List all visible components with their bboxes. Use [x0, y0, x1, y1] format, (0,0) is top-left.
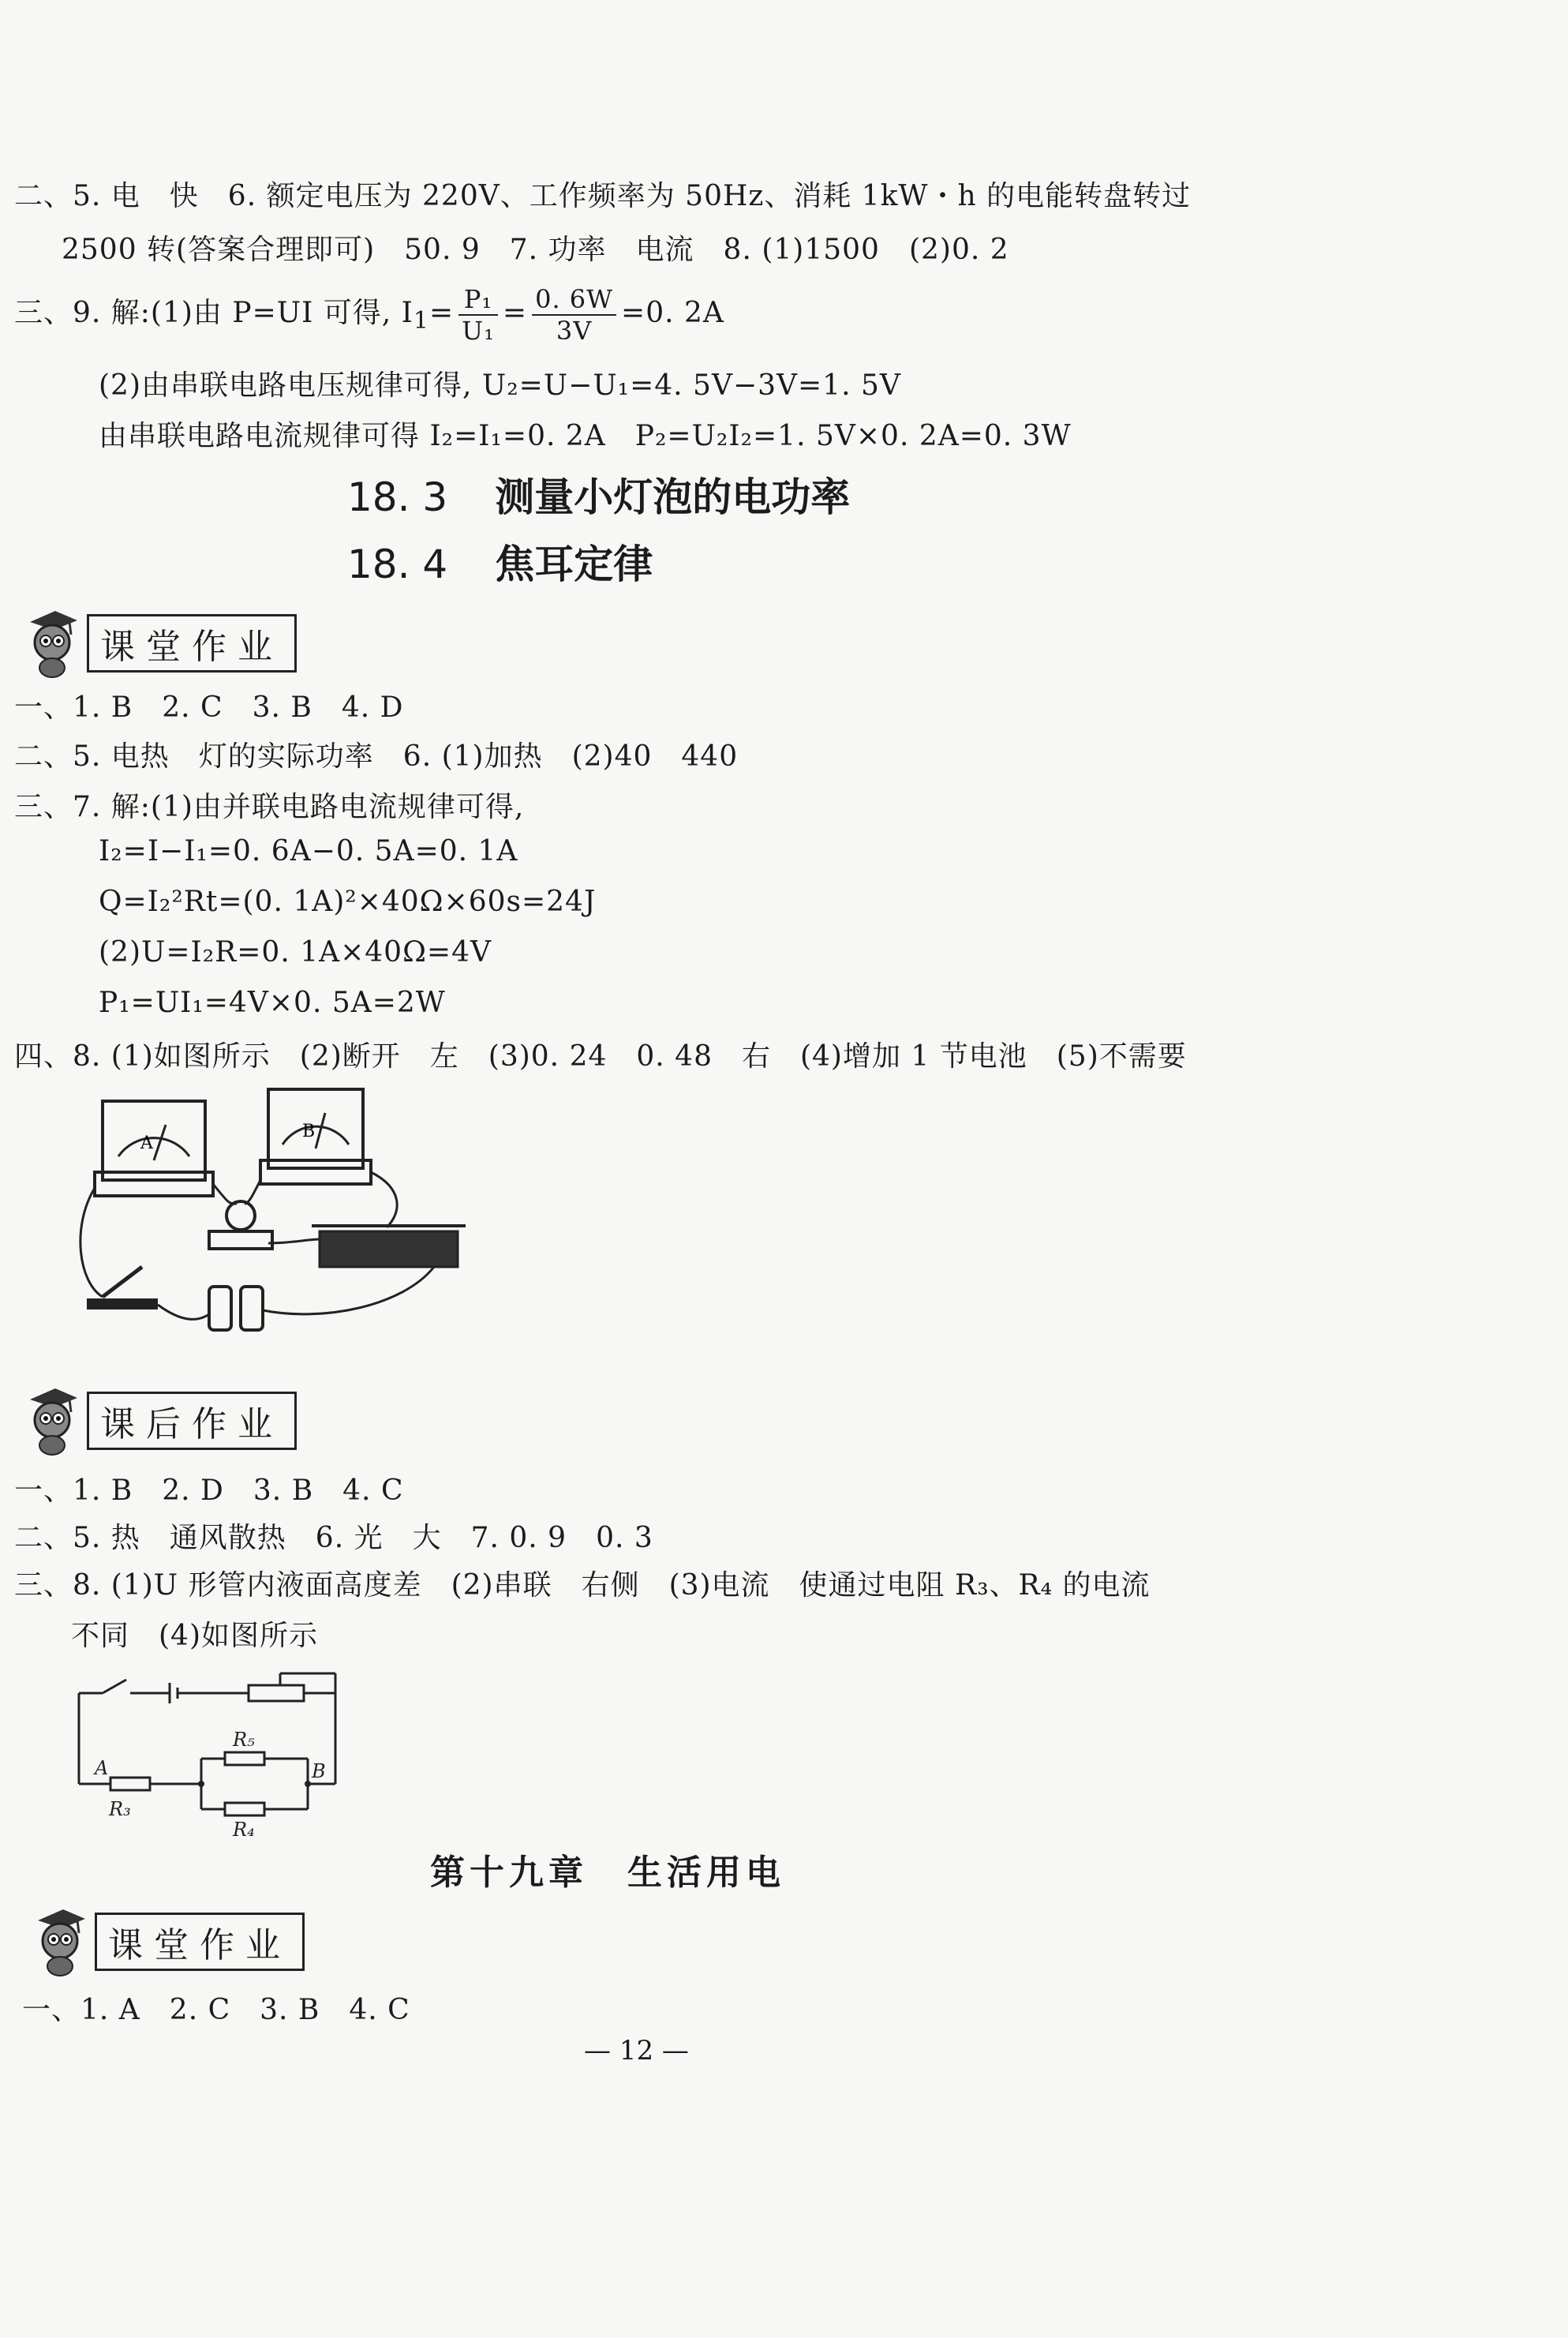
- fraction: $\frac{0. 6W}{3V}$: [532, 284, 616, 346]
- formula-result: =0. 2A: [621, 297, 724, 329]
- answer-line: 二、5. 电热 灯的实际功率 6. (1)加热 (2)40 440: [14, 740, 739, 773]
- answer-line: 一、1. B 2. D 3. B 4. C: [14, 1474, 404, 1507]
- answer-line: I₂=I−I₁=0. 6A−0. 5A=0. 1A: [99, 835, 518, 867]
- section-title: 18. 4 焦耳定律: [347, 541, 653, 587]
- answer-line: 二、5. 热 通风散热 6. 光 大 7. 0. 9 0. 3: [14, 1522, 653, 1554]
- answer-line: (2)由串联电路电压规律可得, U₂=U−U₁=4. 5V−3V=1. 5V: [99, 369, 901, 402]
- class-work-badge: [14, 608, 297, 679]
- after-class-work-badge: [14, 1385, 297, 1456]
- meter-a-label: A: [140, 1133, 153, 1153]
- answer-line: 一、1. B 2. C 3. B 4. D: [14, 691, 404, 724]
- r3-label: R₃: [109, 1798, 131, 1820]
- answer-line: 三、7. 解:(1)由并联电路电流规律可得,: [14, 791, 525, 823]
- owl-mascot-icon: [14, 608, 80, 679]
- page-number: — 12 —: [584, 2035, 689, 2066]
- r5-label: R₅: [233, 1729, 255, 1751]
- answer-line: 四、8. (1)如图所示 (2)断开 左 (3)0. 24 0. 48 右 (4)增加 1 节电池 (5)不需要: [14, 1040, 1187, 1073]
- answer-line: (2)U=I₂R=0. 1A×40Ω=4V: [99, 936, 492, 969]
- answer-line: Q=I₂²Rt=(0. 1A)²×40Ω×60s=24J: [99, 886, 597, 918]
- owl-mascot-icon: [14, 1385, 80, 1456]
- answer-line: 三、8. (1)U 形管内液面高度差 (2)串联 右侧 (3)电流 使通过电阻 R₃、R₄ 的电流: [14, 1569, 1151, 1602]
- voltmeter-icon: [260, 1089, 371, 1184]
- section-title: 18. 3 测量小灯泡的电功率: [347, 474, 851, 520]
- badge-label: 课后作业: [87, 1392, 297, 1450]
- badge-label: 课堂作业: [87, 614, 297, 673]
- formula-prefix: 三、9. 解:(1)由 P=UI 可得, I: [14, 297, 414, 329]
- badge-label: 课堂作业: [95, 1913, 305, 1971]
- fraction: $\frac{\text{P₁}}{\text{U₁}}$: [458, 284, 498, 346]
- answer-line: 由串联电路电流规律可得 I₂=I₁=0. 2A P₂=U₂I₂=1. 5V×0. 2A=0. 3W: [99, 420, 1072, 452]
- answer-line: 二、5. 电 快 6. 额定电压为 220V、工作频率为 50Hz、消耗 1kW・h 的电能转盘转过: [14, 180, 1192, 212]
- node-b-label: B: [312, 1760, 326, 1782]
- circuit-diagram: [71, 1658, 371, 1847]
- answer-line: P₁=UI₁=4V×0. 5A=2W: [99, 987, 446, 1019]
- node-a-label: A: [95, 1757, 109, 1779]
- experiment-apparatus-diagram: [71, 1085, 481, 1346]
- answer-line: 一、1. A 2. C 3. B 4. C: [22, 1994, 410, 2026]
- meter-b-label: B: [302, 1122, 316, 1141]
- r4-label: R₄: [233, 1819, 255, 1841]
- answer-line-formula: 三、9. 解:(1)由 P=UI 可得, $I_1=$ $\frac{\text{P₁}}{\text{U₁}}$ = $\frac{0. 6W}{3V}$ =0. 2A: [14, 284, 724, 346]
- chapter-title: 第十九章 生活用电: [430, 1853, 785, 1893]
- answer-line: 不同 (4)如图所示: [71, 1620, 318, 1652]
- class-work-badge: [22, 1906, 305, 1977]
- answer-line: 2500 转(答案合理即可) 50. 9 7. 功率 电流 8. (1)1500 (2)0. 2: [62, 234, 1009, 266]
- ammeter-icon: [95, 1101, 213, 1196]
- owl-mascot-icon: [22, 1906, 88, 1977]
